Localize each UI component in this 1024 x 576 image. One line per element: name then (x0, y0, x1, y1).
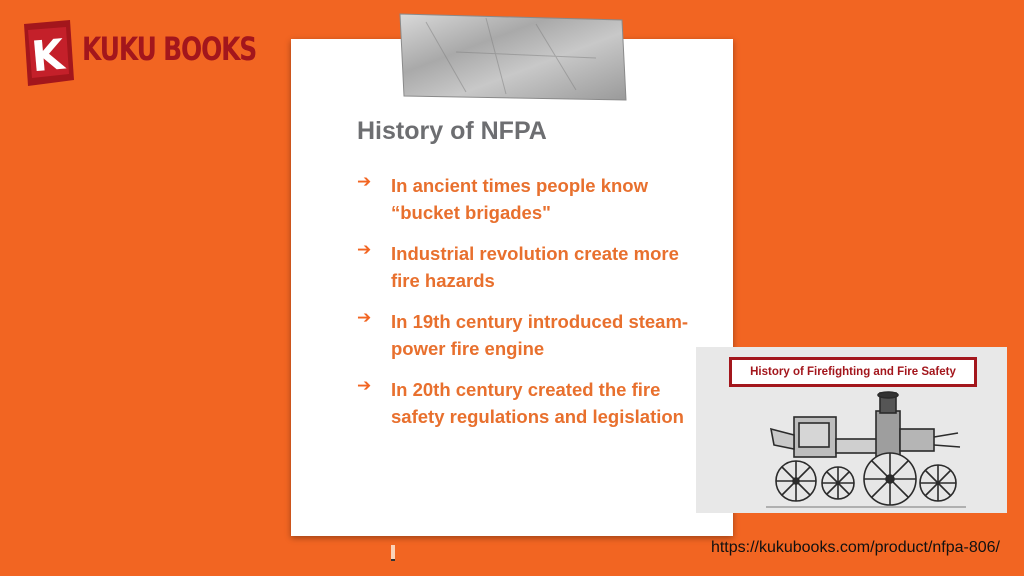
bullet-text: In 20th century created the fire safety regulations and legislation (391, 379, 684, 427)
list-item (357, 240, 697, 294)
slide-title: History of NFPA (357, 117, 547, 145)
image-caption: History of Firefighting and Fire Safety (750, 366, 956, 378)
kuku-badge-icon (18, 18, 76, 88)
arrow-right-icon: ➔ (357, 172, 372, 192)
image-caption-box (729, 357, 977, 387)
steam-fire-engine-illustration (766, 389, 966, 511)
bullet-text: Industrial revolution create more fire hazards (391, 243, 679, 291)
brand-name: KUKU BOOKS (82, 30, 257, 68)
cursor-marker (391, 545, 395, 561)
bullet-text: In ancient times people know “bucket brigades" (391, 175, 648, 223)
badge-letter: K (29, 29, 67, 82)
arrow-right-icon: ➔ (357, 376, 372, 396)
list-item (357, 376, 697, 430)
bullet-text: In 19th century introduced steam-power fire engine (391, 311, 689, 359)
list-item (357, 172, 697, 226)
brand-logo[interactable] (18, 18, 258, 90)
list-item (357, 308, 697, 362)
source-link[interactable]: https://kukubooks.com/product/nfpa-806/ (710, 539, 1000, 556)
fire-engine-image[interactable] (696, 347, 1007, 513)
arrow-right-icon: ➔ (357, 308, 372, 328)
tape-decoration (396, 12, 628, 104)
arrow-right-icon: ➔ (357, 240, 372, 260)
bullet-list (357, 172, 697, 444)
